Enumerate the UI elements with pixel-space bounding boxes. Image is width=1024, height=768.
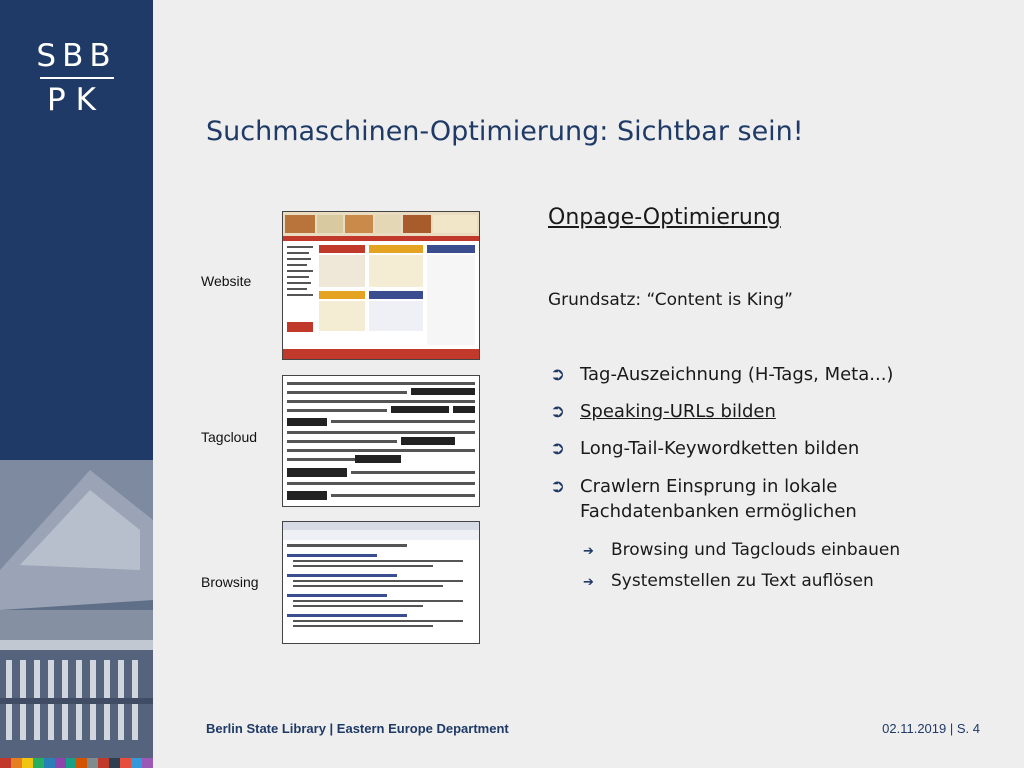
color-strip xyxy=(0,758,153,768)
sub-bullet-text: Browsing und Tagclouds einbauen xyxy=(611,540,901,560)
website-screenshot xyxy=(282,211,480,360)
arrow-right-icon: ➔ xyxy=(583,544,594,559)
sbb-pk-logo xyxy=(0,38,153,117)
arrow-circle-right-icon: ➲ xyxy=(550,438,566,459)
arrow-right-icon: ➔ xyxy=(583,575,594,590)
footer-department: Berlin State Library | Eastern Europe Department xyxy=(206,721,509,736)
bullet-item xyxy=(550,364,893,385)
bullet-item xyxy=(550,401,776,422)
bullet-text: Tag-Auszeichnung (H-Tags, Meta...) xyxy=(580,364,894,385)
principle-text: Grundsatz: “Content is King” xyxy=(548,290,793,310)
speaking-urls-link[interactable]: Speaking-URLs bilden xyxy=(580,401,776,422)
bullet-text-continued: Fachdatenbanken ermöglichen xyxy=(580,501,857,522)
browsing-screenshot xyxy=(282,521,480,644)
slide-title: Suchmaschinen-Optimierung: Sichtbar sein! xyxy=(206,116,804,147)
section-heading[interactable]: Onpage-Optimierung xyxy=(548,205,781,230)
sub-bullet-item xyxy=(583,540,900,560)
sub-bullet-item xyxy=(583,571,874,591)
logo-rule xyxy=(40,77,114,79)
arrow-circle-right-icon: ➲ xyxy=(550,476,566,497)
arrow-circle-right-icon: ➲ xyxy=(550,364,566,385)
sidebar xyxy=(0,0,153,768)
footer-date-page xyxy=(882,721,980,736)
logo-line-1: SBB xyxy=(36,38,117,74)
tagcloud-screenshot xyxy=(282,375,480,507)
arrow-circle-right-icon: ➲ xyxy=(550,401,566,422)
browsing-label: Browsing xyxy=(201,574,259,590)
sub-bullet-text: Systemstellen zu Text auflösen xyxy=(611,571,874,591)
building-photo xyxy=(0,460,153,758)
bullet-item xyxy=(550,438,859,459)
logo-line-2: PK xyxy=(46,82,107,118)
bullet-text: Crawlern Einsprung in lokale xyxy=(580,476,838,497)
footer-date: 02.11.2019 xyxy=(882,721,947,736)
bullet-item xyxy=(550,476,857,522)
tagcloud-label: Tagcloud xyxy=(201,429,258,445)
bullet-text: Long-Tail-Keywordketten bilden xyxy=(580,438,860,459)
footer-page-number: | S. 4 xyxy=(949,721,980,736)
website-label: Website xyxy=(201,273,252,289)
